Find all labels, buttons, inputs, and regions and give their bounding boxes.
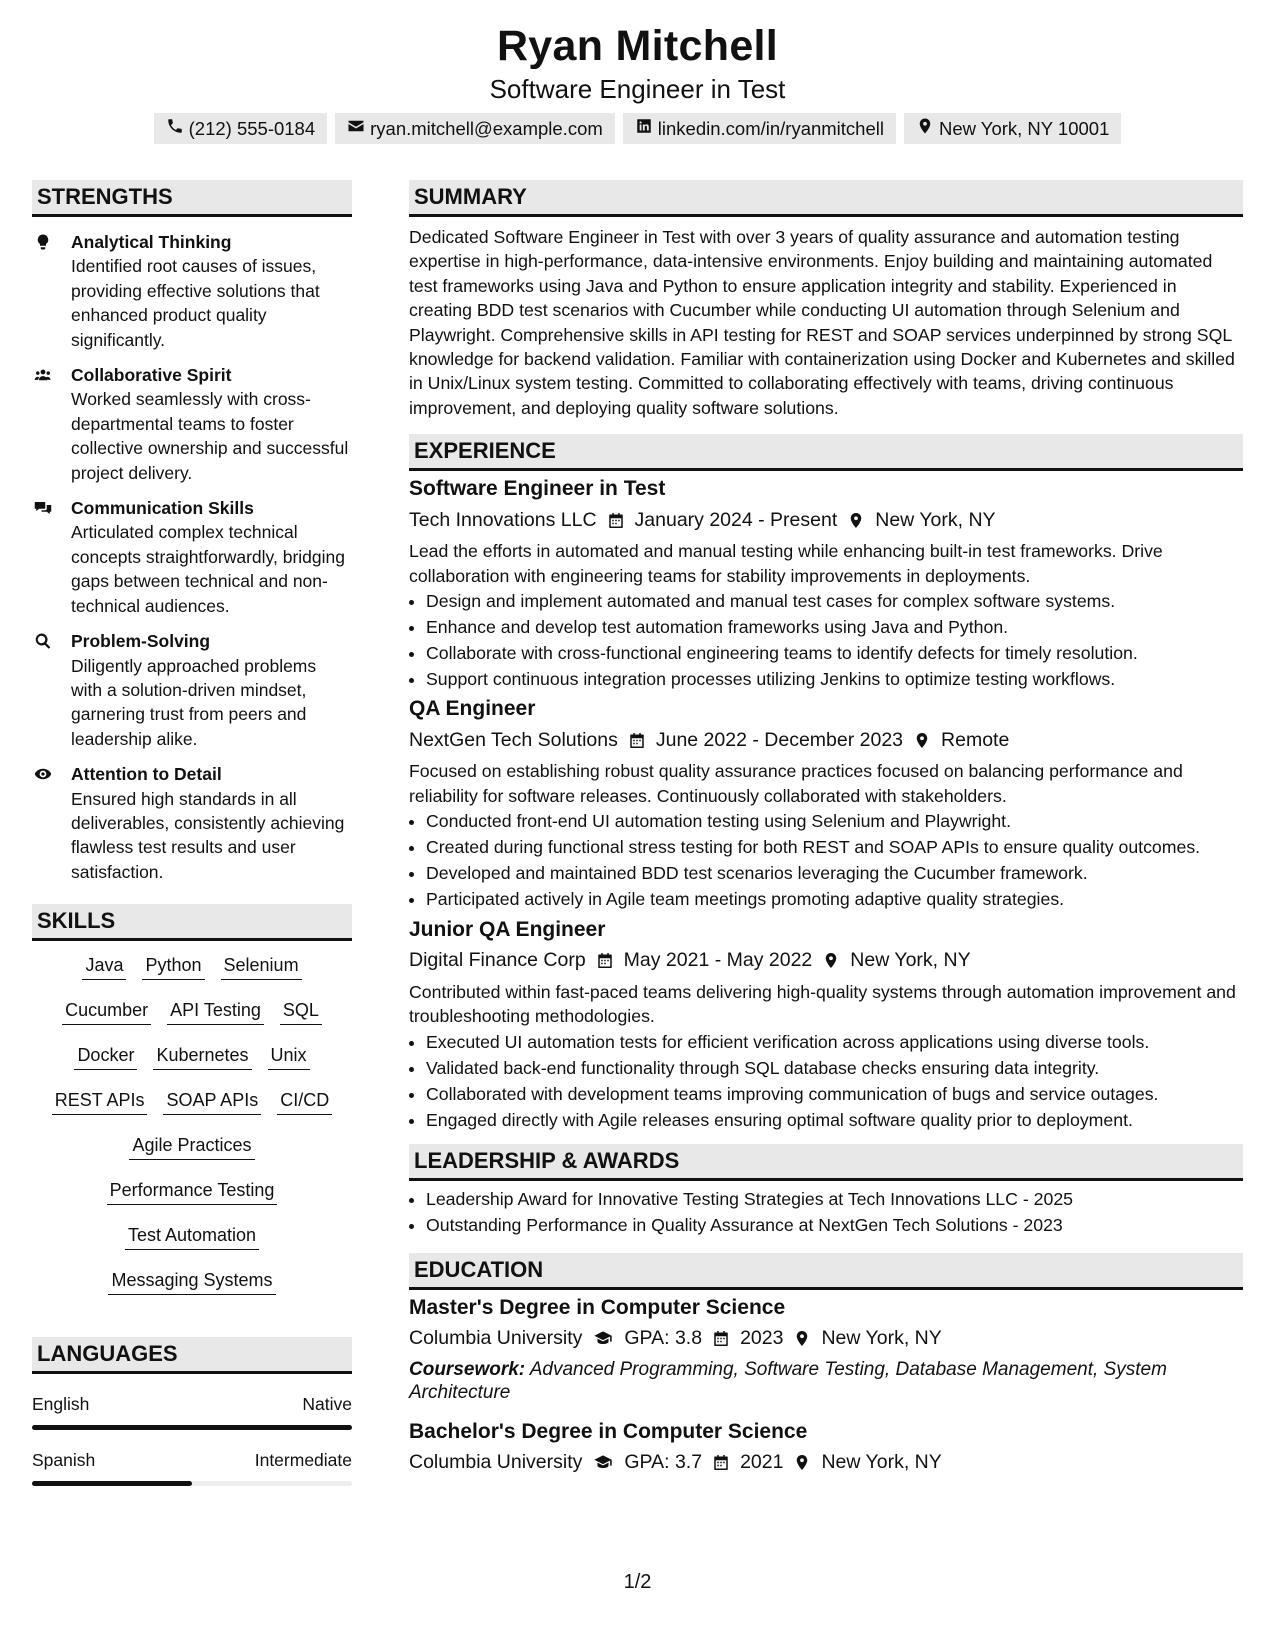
coursework-list: Advanced Programming, Software Testing, Database Management, System Architecture (409, 1358, 1167, 1403)
education-entry (409, 1420, 1243, 1478)
education-heading: EDUCATION (409, 1253, 1243, 1290)
graduation-cap-icon (592, 1453, 614, 1472)
list-item: • Leadership Award for Innovative Testing Strategies at Tech Innovations LLC - 2025 (426, 1187, 1243, 1211)
contact-linkedin[interactable] (623, 113, 896, 144)
skill-tag: Unix (268, 1041, 310, 1070)
list-item: • Participated actively in Agile team meetings promoting adaptive quality strategies. (426, 887, 1243, 911)
list-item: • Enhance and develop test automation frameworks using Java and Python. (426, 615, 1243, 639)
school-location: New York, NY (821, 1327, 942, 1349)
coursework-label: Coursework: (409, 1358, 526, 1380)
job-meta (409, 946, 1243, 976)
skill-tag: Docker (74, 1041, 137, 1070)
contact-location-text: New York, NY 10001 (938, 117, 1110, 139)
language-item (32, 1394, 352, 1430)
list-item: • Validated back-end functionality through SQL database checks ensuring data integrity. (426, 1056, 1243, 1080)
contact-email-text: ryan.mitchell@example.com (370, 117, 603, 139)
skill-tag: API Testing (167, 996, 264, 1025)
school-name: Columbia University (409, 1451, 583, 1473)
job-dates: January 2024 - Present (634, 508, 838, 531)
skill-tag: REST APIs (52, 1086, 148, 1115)
language-proficiency-fill (32, 1481, 192, 1486)
skill-tag: Messaging Systems (108, 1266, 275, 1295)
calendar-icon (712, 1329, 730, 1348)
skill-row (32, 951, 352, 996)
list-item: • Collaborated with development teams improving communication of bugs and service outages. (426, 1082, 1243, 1106)
company-name: NextGen Tech Solutions (409, 728, 618, 751)
list-item: • Created during functional stress testing for both REST and SOAP APIs to ensure quality outcomes. (426, 835, 1243, 859)
list-item: • Outstanding Performance in Quality Assurance at NextGen Tech Solutions - 2023 (426, 1213, 1243, 1237)
contact-location (904, 113, 1121, 144)
job-description: Focused on establishing robust quality assurance practices focused on balancing performance and reliability for software releases. Continuously collaborated with stakeholders. (409, 761, 1183, 806)
contact-bar (0, 113, 1275, 144)
job-meta (409, 725, 1243, 755)
strength-item (32, 629, 352, 751)
skill-row (32, 1086, 352, 1131)
job-entry (409, 477, 1243, 691)
strength-desc: Ensured high standards in all deliverables, consistently achieving flawless test results and user satisfaction. (71, 788, 345, 882)
language-level: Intermediate (254, 1450, 352, 1471)
languages-heading: LANGUAGES (32, 1337, 352, 1374)
school-name: Columbia University (409, 1327, 583, 1349)
skill-tag: SQL (280, 996, 322, 1025)
map-pin-icon (916, 117, 934, 140)
lightbulb-icon (32, 233, 54, 251)
strength-desc: Diligently approached problems with a solution-driven mindset, garnering trust from peers and leadership alike. (71, 655, 317, 749)
comments-icon (32, 499, 54, 517)
job-location: New York, NY (850, 949, 971, 972)
list-item: • Support continuous integration processes utilizing Jenkins to optimize testing workflows. (426, 667, 1243, 691)
job-bullets (409, 589, 1243, 691)
strength-item (32, 363, 352, 485)
language-name: Spanish (32, 1450, 96, 1471)
graduation-cap-icon (592, 1329, 614, 1348)
skill-tag: Agile Practices (129, 1131, 254, 1160)
experience-heading: EXPERIENCE (409, 434, 1243, 471)
gpa: GPA: 3.7 (624, 1451, 703, 1473)
job-bullets (409, 809, 1243, 911)
language-proficiency-fill (32, 1425, 352, 1430)
summary-text: Dedicated Software Engineer in Test with over 3 years of quality assurance and automation testing expertise in high-performance, data-intensive environments. Enjoy building and maintaining automated test frameworks using Java and Python to ensure application integrity and stability. Experienced in creating BDD test scenarios with Cucumber while conducting UI automation through Selenium and Playwright. Comprehensive skills in API testing for REST and SOAP services underpinned by strong SQL knowledge for backend validation. Familiar with containerization using Docker and Kubernetes and skilled in Unix/Linux system testing. Committed to collaborating effectively with teams, driving continuous improvement, and deploying quality software solutions. (409, 227, 1235, 418)
job-title: QA Engineer (409, 697, 536, 721)
contact-email[interactable] (335, 113, 615, 144)
skill-tag: Test Automation (125, 1221, 259, 1250)
page-number: 1/2 (623, 1571, 652, 1593)
strength-name: Attention to Detail (71, 764, 222, 785)
job-description: Lead the efforts in automated and manual testing while enhancing built-in test frameworks. Drive collaboration with engineering teams for stability improvements in deployments. (409, 541, 1163, 586)
map-pin-icon (913, 731, 931, 750)
skill-tag: Python (142, 951, 204, 980)
summary-heading: SUMMARY (409, 180, 1243, 217)
calendar-icon (596, 951, 614, 970)
strength-name: Communication Skills (71, 498, 254, 519)
language-name: English (32, 1394, 90, 1415)
linkedin-icon (635, 117, 653, 140)
skill-tag: Cucumber (62, 996, 151, 1025)
job-entry (409, 697, 1243, 911)
graduation-year: 2023 (740, 1327, 784, 1349)
skill-tag: Selenium (221, 951, 302, 980)
calendar-icon (607, 511, 625, 530)
skill-row (32, 1041, 352, 1086)
skill-row (32, 996, 352, 1041)
left-column (32, 180, 352, 1486)
candidate-title: Software Engineer in Test (489, 74, 786, 104)
company-name: Digital Finance Corp (409, 949, 586, 972)
envelope-icon (347, 117, 365, 140)
strength-desc: Identified root causes of issues, providing effective solutions that enhanced product quality significantly. (71, 256, 320, 350)
contact-phone[interactable] (154, 113, 328, 144)
strength-name: Analytical Thinking (71, 232, 232, 252)
list-item: • Developed and maintained BDD test scenarios leveraging the Cucumber framework. (426, 861, 1243, 885)
awards-list (409, 1187, 1243, 1237)
language-proficiency-bar (32, 1425, 352, 1430)
map-pin-icon (793, 1329, 811, 1348)
skill-row (32, 1266, 352, 1311)
strength-name: Collaborative Spirit (71, 365, 232, 386)
map-pin-icon (793, 1453, 811, 1472)
skill-tag: Java (82, 951, 126, 980)
list-item: • Collaborate with cross-functional engineering teams to identify defects for timely resolution. (426, 641, 1243, 665)
users-icon (32, 366, 54, 384)
job-dates: May 2021 - May 2022 (623, 949, 813, 972)
degree-title: Master's Degree in Computer Science (409, 1295, 786, 1319)
contact-linkedin-text: linkedin.com/in/ryanmitchell (657, 117, 884, 139)
education-meta (409, 1324, 1243, 1354)
map-pin-icon (847, 511, 865, 530)
strength-item (32, 762, 352, 884)
skill-row (32, 1131, 352, 1176)
graduation-year: 2021 (740, 1451, 784, 1473)
eye-icon (32, 765, 54, 783)
skills-heading: SKILLS (32, 904, 352, 941)
gpa: GPA: 3.8 (624, 1327, 703, 1349)
language-item (32, 1450, 352, 1486)
strength-name: Problem-Solving (71, 631, 211, 652)
search-icon (32, 632, 54, 650)
job-title: Junior QA Engineer (409, 917, 606, 941)
job-meta (409, 505, 1243, 535)
job-entry (409, 918, 1243, 1132)
skill-row (32, 1221, 352, 1266)
job-dates: June 2022 - December 2023 (655, 728, 904, 751)
job-bullets (409, 1030, 1243, 1132)
skill-tag: SOAP APIs (163, 1086, 261, 1115)
skill-tag: CI/CD (277, 1086, 332, 1115)
list-item: • Engaged directly with Agile releases ensuring optimal software quality prior to deployment. (426, 1108, 1243, 1132)
job-location: New York, NY (875, 508, 996, 531)
skill-tag: Performance Testing (107, 1176, 278, 1205)
list-item: • Design and implement automated and manual test cases for complex software systems. (426, 589, 1243, 613)
phone-icon (166, 117, 184, 140)
right-column (409, 180, 1243, 1478)
degree-title: Bachelor's Degree in Computer Science (409, 1419, 808, 1443)
strength-item (32, 496, 352, 618)
coursework (409, 1358, 1243, 1404)
language-level: Native (302, 1394, 352, 1415)
language-proficiency-bar (32, 1481, 352, 1486)
strength-desc: Articulated complex technical concepts straightforwardly, bridging gaps between technical and non-technical audiences. (71, 522, 345, 616)
contact-phone-text: (212) 555-0184 (188, 117, 316, 139)
school-location: New York, NY (821, 1451, 942, 1473)
education-entry (409, 1296, 1243, 1404)
list-item: • Executed UI automation tests for efficient verification across applications using diverse tools. (426, 1030, 1243, 1054)
awards-heading: LEADERSHIP & AWARDS (409, 1144, 1243, 1181)
job-location: Remote (941, 728, 1010, 751)
skill-tag: Kubernetes (153, 1041, 251, 1070)
skills-list (32, 941, 352, 1311)
job-title: Software Engineer in Test (409, 477, 666, 501)
skill-row (32, 1176, 352, 1221)
calendar-icon (712, 1453, 730, 1472)
company-name: Tech Innovations LLC (409, 508, 597, 531)
calendar-icon (628, 731, 646, 750)
strength-desc: Worked seamlessly with cross-departmental teams to foster collective ownership and successful project delivery. (71, 389, 349, 483)
strengths-heading: STRENGTHS (32, 180, 352, 217)
map-pin-icon (822, 951, 840, 970)
candidate-name: Ryan Mitchell (496, 22, 779, 70)
education-meta (409, 1448, 1243, 1478)
list-item: • Conducted front-end UI automation testing using Selenium and Playwright. (426, 809, 1243, 833)
job-description: Contributed within fast-paced teams delivering high-quality systems through automation improvement and troubleshooting methodologies. (409, 981, 1236, 1027)
strength-item (32, 230, 352, 352)
